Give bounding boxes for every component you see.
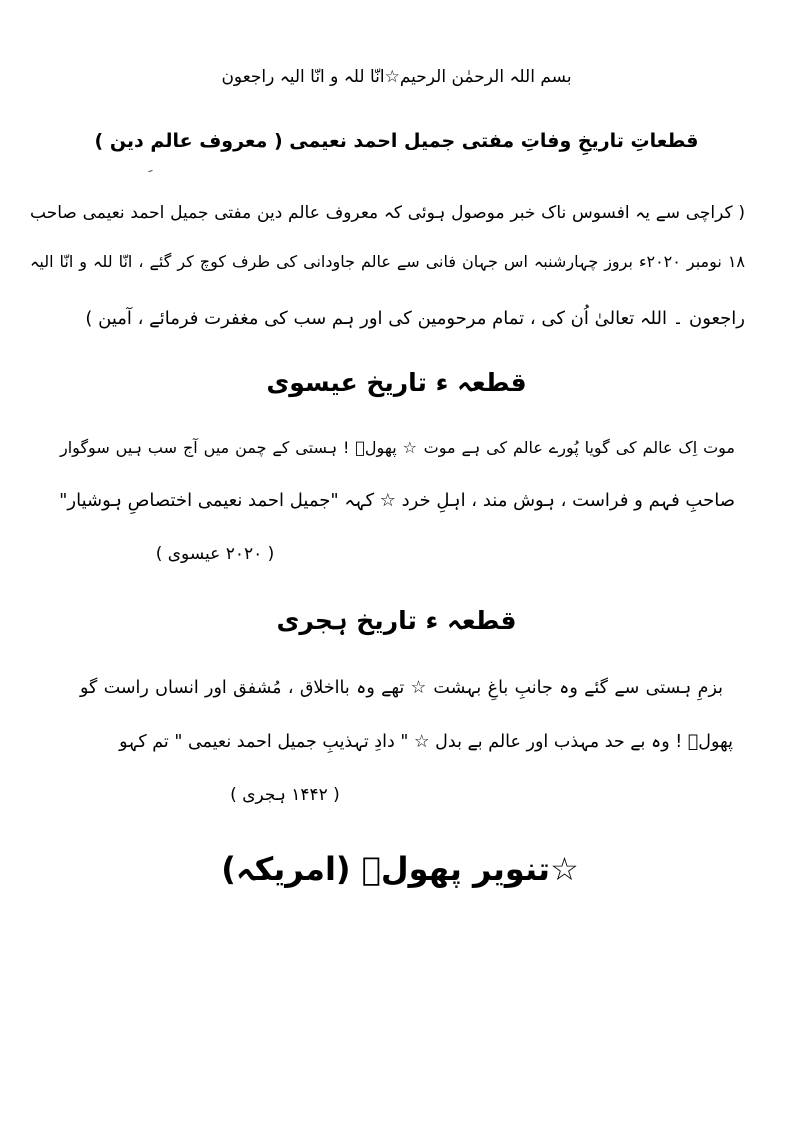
- intro-paragraph-line-1: ( کراچی سے یہ افسوس ناک خبر موصول ہوئی کہ معروف عالم دین مفتی جمیل احمد نعیمی صاحب: [30, 203, 745, 223]
- isawi-verse-2: صاحبِ فہم و فراست ، ہوش مند ، اہلِ خرد ☆ کہہ "جمیل احمد نعیمی اختصاصِ ہوشیار": [59, 490, 735, 511]
- hijri-verse-1: بزمِ ہستی سے گئے وہ جانبِ باغِ بہشت ☆ تھے وہ بااخلاق ، مُشفق اور انساں راست گو: [80, 678, 723, 698]
- isawi-verse-1: موت اِک عالم کی گویا پُورے عالم کی ہے موت ☆ پھولؔ ! ہستی کے چمن میں آج سب ہیں سوگوار: [60, 438, 735, 457]
- intro-paragraph-line-3: راجعون ۔ اللہ تعالیٰ اُن کی ، تمام مرحومین کی اور ہم سب کی مغفرت فرمائے ، آمین ): [85, 308, 745, 329]
- main-title: قطعاتِ تاریخِ وفاتِ مفتی جمیل احمد نعیمی ( معروف عالم دین ): [94, 130, 699, 152]
- isawi-year: ( ۲۰۲۰ عیسوی ): [155, 544, 275, 564]
- author-signature: ☆تنویر پھولؔ (امریکہ): [221, 850, 579, 888]
- hijri-heading: قطعہ ء تاریخ ہجری: [276, 606, 517, 635]
- hijri-verse-2: پھولؔ ! وہ بے حد مہذب اور عالم بے بدل ☆ " دادِ تہذیبِ جمیل احمد نعیمی " تم کہو: [119, 732, 733, 752]
- hijri-year: ( ۱۴۴۲ ہجری ): [230, 785, 340, 805]
- isawi-heading: قطعہ ء تاریخ عیسوی: [266, 368, 527, 397]
- bismillah-line: بسم اللہ الرحمٰن الرحیم☆انّا للہ و انّا الیہ راجعون: [221, 67, 572, 87]
- intro-paragraph-line-2: ۱۸ نومبر ۲۰۲۰ء بروز چہارشنبہ اس جہان فانی سے عالم جاودانی کی طرف کوچ کر گئے ، انّا للہ و انّا الیہ: [30, 252, 745, 271]
